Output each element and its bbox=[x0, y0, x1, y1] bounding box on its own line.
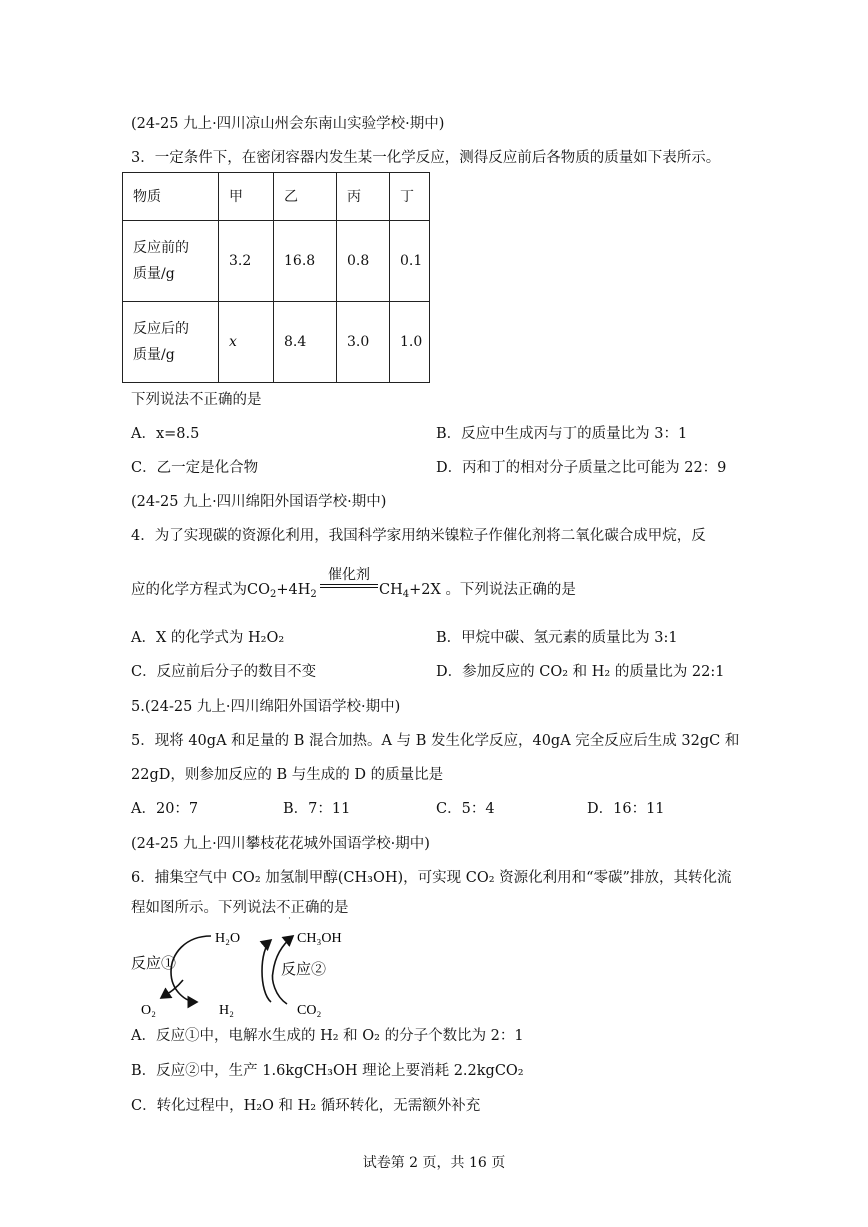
page-footer: 试卷第 2 页，共 16 页 bbox=[362, 1155, 506, 1171]
table-header-cell: 物质 bbox=[123, 173, 219, 221]
table-row bbox=[123, 221, 430, 302]
conversion-diagram bbox=[125, 922, 365, 1022]
diagram-co2: CO₂ bbox=[297, 1003, 322, 1018]
q3-source: (24-25 九上·四川凉山州会东南山实验学校·期中) bbox=[131, 116, 445, 132]
q3-option-d[interactable]: D．丙和丁的相对分子质量之比可能为 22：9 bbox=[436, 460, 727, 476]
table-row-label: 反应后的 质量/g bbox=[123, 302, 219, 383]
q6-option-b[interactable]: B．反应②中，生产 1.6kgCH₃OH 理论上要消耗 2.2kgCO₂ bbox=[131, 1063, 524, 1079]
table-header-row bbox=[123, 173, 430, 221]
q4-option-c[interactable]: C．反应前后分子的数目不变 bbox=[131, 664, 317, 680]
q4-option-b[interactable]: B．甲烷中碳、氢元素的质量比为 3:1 bbox=[436, 630, 678, 646]
q4-option-a[interactable]: A．X 的化学式为 H₂O₂ bbox=[131, 630, 285, 646]
equation-bar bbox=[320, 587, 378, 588]
table-row-label: 反应前的 质量/g bbox=[123, 221, 219, 302]
q5-option-d[interactable]: D．16：11 bbox=[587, 801, 665, 817]
diagram-o2: O₂ bbox=[141, 1003, 156, 1018]
q5-source: 5.(24-25 九上·四川绵阳外国语学校·期中) bbox=[131, 699, 401, 715]
catalyst-label: 催化剂 bbox=[328, 567, 370, 583]
q4-option-d[interactable]: D．参加反应的 CO₂ 和 H₂ 的质量比为 22:1 bbox=[436, 664, 725, 680]
diagram-h2: H₂ bbox=[219, 1003, 234, 1018]
q6-option-c[interactable]: C．转化过程中，H₂O 和 H₂ 循环转化，无需额外补充 bbox=[131, 1098, 481, 1114]
table-cell: 3.0 bbox=[337, 302, 390, 383]
q3-option-a[interactable]: A．x=8.5 bbox=[131, 426, 200, 442]
mass-table bbox=[122, 172, 430, 383]
diagram-ch3oh: CH₃OH bbox=[297, 931, 342, 946]
q5-stem-line1: 5．现将 40gA 和足量的 B 混合加热。A 与 B 发生化学反应，40gA 完全反应后生成 32gC 和 bbox=[131, 733, 740, 749]
table-row bbox=[123, 302, 430, 383]
cycle-arrow-right bbox=[262, 940, 271, 1002]
q5-option-b[interactable]: B．7：11 bbox=[283, 801, 351, 817]
table-cell: 1.0 bbox=[390, 302, 430, 383]
diagram-reaction1: 反应① bbox=[131, 954, 177, 972]
equation-bar bbox=[320, 584, 378, 585]
chemical-equation bbox=[131, 558, 731, 608]
emphasis-dot: ˙ bbox=[287, 917, 292, 928]
table-cell: 0.1 bbox=[390, 221, 430, 302]
diagram-h2o: H₂O bbox=[215, 931, 241, 946]
table-cell: 16.8 bbox=[274, 221, 337, 302]
q4-stem: 4．为了实现碳的资源化利用，我国科学家用纳米镍粒子作催化剂将二氧化碳合成甲烷，反 bbox=[131, 528, 706, 544]
q5-option-c[interactable]: C．5：4 bbox=[436, 801, 495, 817]
q3-prompt: 下列说法不正确的是 bbox=[131, 392, 262, 408]
table-cell: x bbox=[219, 302, 274, 383]
q4-source: (24-25 九上·四川绵阳外国语学校·期中) bbox=[131, 494, 387, 510]
equation-left: 应的化学方程式为$CO_2+4H_2$ bbox=[131, 582, 317, 600]
q5-stem-line2: 22gD，则参加反应的 B 与生成的 D 的质量比是 bbox=[131, 767, 444, 783]
table-header-cell: 甲 bbox=[219, 173, 274, 221]
cycle-arrow-left bbox=[171, 936, 211, 1002]
q6-stem-line2: 程如图所示。下列说法不正确的是 bbox=[131, 900, 349, 916]
q6-source: (24-25 九上·四川攀枝花花城外国语学校·期中) bbox=[131, 836, 430, 852]
diagram-reaction2: 反应② bbox=[281, 960, 327, 978]
q5-option-a[interactable]: A．20：7 bbox=[131, 801, 199, 817]
table-cell: 8.4 bbox=[274, 302, 337, 383]
q3-option-c[interactable]: C．乙一定是化合物 bbox=[131, 460, 259, 476]
q3-stem: 3．一定条件下，在密闭容器内发生某一化学反应，测得反应前后各物质的质量如下表所示。 bbox=[131, 150, 721, 166]
table-header-cell: 乙 bbox=[274, 173, 337, 221]
table-cell: 0.8 bbox=[337, 221, 390, 302]
equation-right: $CH_4+2X$ 。下列说法正确的是 bbox=[379, 582, 576, 600]
table-header-cell: 丁 bbox=[390, 173, 430, 221]
table-header-cell: 丙 bbox=[337, 173, 390, 221]
table-cell: 3.2 bbox=[219, 221, 274, 302]
q3-option-b[interactable]: B．反应中生成丙与丁的质量比为 3：1 bbox=[436, 426, 688, 442]
q6-stem-line1: 6．捕集空气中 CO₂ 加氢制甲醇(CH₃OH)，可实现 CO₂ 资源化利用和“零碳”排放，其转化流 bbox=[131, 870, 732, 886]
q6-option-a[interactable]: A．反应①中，电解水生成的 H₂ 和 O₂ 的分子个数比为 2：1 bbox=[131, 1028, 524, 1044]
